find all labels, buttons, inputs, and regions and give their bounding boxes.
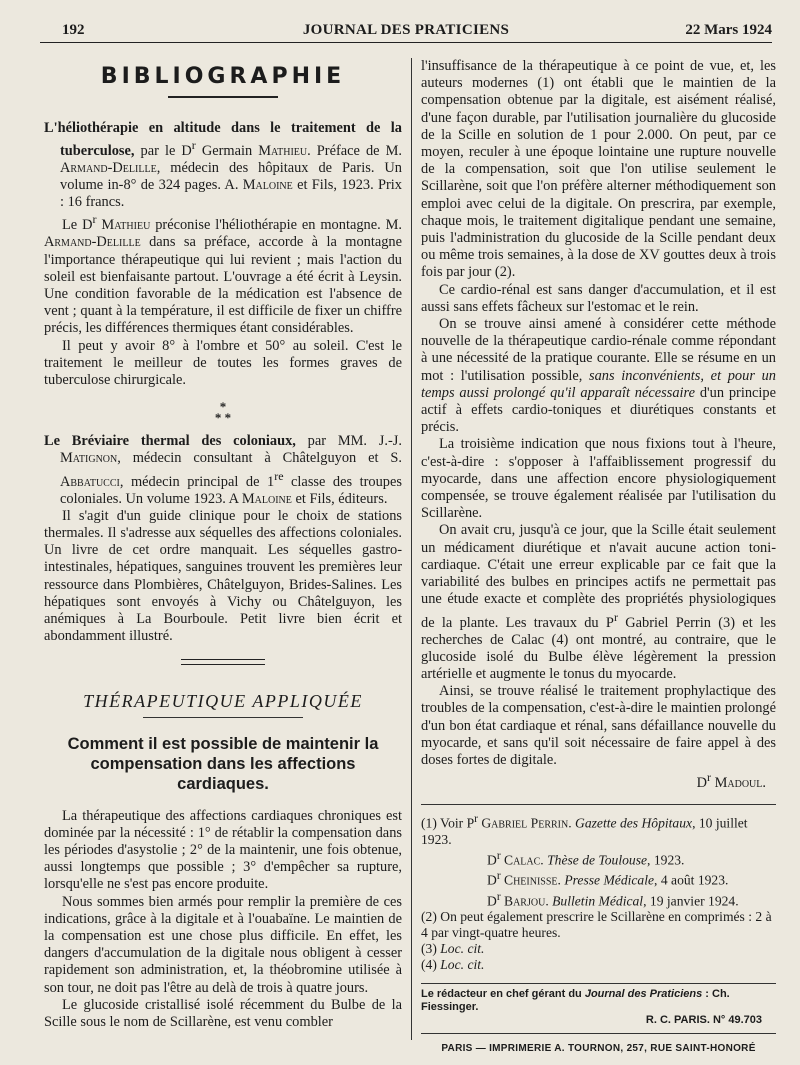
article-paragraph-7: La troisième indication que nous fixions tout à l'heure, c'est-à-dire : s'opposer à l'affaiblissement progressif du myocarde, dans une affection encore physiologiquement compensée, se trouve également réalisée par l'utilisation du Scillarène. [421,436,776,522]
book-review-1-p1: Le $D^r$ Mathieu préconise l'héliothérapie en montagne. M. Armand-Delille dans sa préface, accorde à la montagne l'importance thérapeutique qui lui revient ; mais l'action du soleil est bienfaisante partout. L'ouvrage a été écrit à Leysin. Une condition favorable de la médication est l'absence de vent ; quant à la température, il est difficile de fixer un chiffre précis, les différences thermiques étant considérables. [44,212,403,337]
journal-title: JOURNAL DES PRATICIENS [302,22,510,38]
footnote-3: (3) Loc. cit. [421,941,485,957]
article-paragraph-6: On se trouve ainsi amené à considérer cette méthode nouvelle de la thérapeutique cardio-rénale comme répondant à une nécessité de la pratique courante. Elle se résume en un mot : l'utilisation possible, sans inconvénients, et pour un temps aussi prolongé qu'il apparaît nécessaire d'un principe actif à effets cardio-toniques et diurétiques constants et précis. [421,316,776,436]
footnote-1: (1) Voir $P^r$ Gabriel Perrin. Gazette des Hôpitaux, 10 juillet 1923. [421,813,748,847]
footnote-2: (2) On peut également prescrire le Scillarène en comprimés : 2 à 4 par vingt-quatre heures. [421,909,772,941]
printer-imprint: PARIS — IMPRIMERIE A. TOURNON, 257, RUE SAINT-HONORÉ [421,1033,776,1057]
book-entry-2: Le Bréviaire thermal des coloniaux, par MM. J.-J. Matignon, médecin consultant à Châtelguyon et S. Abbatucci, médecin principal de 1re classe des troupes coloniales. Un volume 1923. A Maloine et Fils, éditeurs. [44,433,402,507]
footnote-4: (4) Loc. cit. [421,957,485,973]
author-signature: $D^r$ Madoul. [696,770,766,791]
page-number: 192 [62,22,85,38]
book-title-1: L'héliothérapie en altitude dans le traitement de la tuberculose, [44,119,402,159]
page-header [40,20,772,43]
registry-number: R. C. PARIS. N° 49.703 [645,1014,762,1027]
footnote-1-ref-cheinisse: $D^r$ Cheinisse. Presse Médicale, 4 août 1923. [487,870,729,888]
heading-rule [168,96,278,98]
book-review-1-p2: Il peut y avoir 8° à l'ombre et 50° au soleil. C'est le traitement le meilleur de toutes les formes graves de tuberculose chirurgicale. [44,337,402,388]
left-column [44,58,402,1031]
article-paragraph-2: Nous sommes bien armés pour remplir la première de ces indications, grâce à la digitale et à l'ouabaïne. Le maintien de la compensation est une chose plus difficile. En effet, les dangers d'accumulation de la digitale nous obligent à cesser rapidement son administration, et, la théobromine utilisée à son tour, ne doit pas l'être au delà de trois à quatre jours. [44,893,402,996]
book-title-2: Le Bréviaire thermal des coloniaux, [44,433,296,450]
section-heading: THÉRAPEUTIQUE APPLIQUÉE [83,691,363,712]
footnotes-rule [421,804,776,805]
book-entry-1: L'héliothérapie en altitude dans le traitement de la tuberculose, par le $D^r$ Germain Mathieu. Préface de M. Armand-Delille, médecin des hôpitaux de Paris. Un volume in-8° de 324 pages. A. Maloine et Fils, 1923. Prix : 16 francs. [44,119,402,211]
article-paragraph-4: l'insuffisance de la thérapeutique à ce point de vue, et, les auteurs modernes (1) ont établi que le maintien de la compensation obtenue par la digitale, est aisément réalisé, d'une façon durable, par l'utilisation journalière du glucoside de la Scille en solution de 1 pour 2.000. On peut, par ce moyen, reculer à une époque lointaine une rupture nouvelle de la compensation, soit que l'on utilise seulement le Scillarène, soit que l'on préfère alterner méthodiquement son emploi avec celui de la digitale. On prescrira, par exemple, chaque mois, le traitement digitalique pendant une semaine, puis l'administration du glucoside de la Scille pendant deux ou même trois semaines, à la dose de XV gouttes deux à trois fois par jour (2). [421,58,776,281]
article-paragraph-8: On avait cru, jusqu'à ce jour, que la Scille était seulement un médicament diurétique et n'avait aucune action toni-cardiaque. C'était une erreur explicable par ce fait que la variabilité des bulbes en principes actifs ne permettait pas une étude exacte et complète des propriétés physiologiques de la plante. Les travaux du $P^r$ Gabriel Perrin (3) et les recherches de Calac (4) ont montré, au contraire, que le glucoside isolé du Bulbe élève légèrement la pression artérielle et augmente le tonus du myocarde. [421,522,776,682]
article-paragraph-9: Ainsi, se trouve réalisé le traitement prophylactique des troubles de la compensation, c'est-à-dire le maintien prolongé d'un bon état cardiaque et rénal, sans défaillance nouvelle du myocarde, et sans qu'il soit nécessaire de faire appel à des doses fortes de digitale. [421,683,776,768]
bibliographie-heading: BIBLIOGRAPHIE [100,64,346,89]
asterism-separator: * * * [214,399,232,426]
article-paragraph-1: La thérapeutique des affections cardiaques chroniques est dominée par la nécessité : 1° de rétablir la compensation dans les périodes d'asystolie ; 2° de la maintenir, une fois obtenue, aussi longtemps que possible ; 3° d'empêcher sa rupture, lorsqu'elle ne s'est pas encore produite. [44,807,402,893]
book-review-2-p1: Il s'agit d'un guide clinique pour le choix de stations thermales. Il s'adresse aux séquelles des affections coloniales. Un livre de cet ordre manquait. Les séquelles gastro-intestinales, hépatiques, sanguines trouvent les premières leur ressource dans Plombières, Châtelguyon, Brides-Salines. Les hépatiques sont envoyés à Vichy ou Châtelguyon, les anémiques à La Bourboule. Petit livre bien écrit et abondamment illustré. [44,507,402,645]
article-paragraph-3: Le glucoside cristallisé isolé récemment du Bulbe de la Scille sous le nom de Scillarène, est venu combler [44,996,402,1031]
editor-credit: Le rédacteur en chef gérant du Journal des Praticiens : Ch. Fiessinger. R. C. PARIS. N° 49.703 [421,983,776,1027]
double-rule [181,659,265,665]
footnotes [421,811,776,973]
article-paragraph-5: Ce cardio-rénal est sans danger d'accumulation, et il est aussi sans effets fâcheux sur l'estomac et le rein. [421,281,776,315]
footnote-1-ref-barjou: $D^r$ Barjou. Bulletin Médical, 19 janvier 1924. [487,890,739,909]
footnote-1-ref-calac: $D^r$ Calac. Thèse de Toulouse, 1923. [487,849,685,868]
article-title: Comment il est possible de maintenir la compensation dans les affections cardiaques. [67,734,379,793]
column-divider [411,58,412,1040]
issue-date: 22 Mars 1924 [685,22,772,38]
right-column [421,58,776,1057]
section-rule [143,717,303,718]
